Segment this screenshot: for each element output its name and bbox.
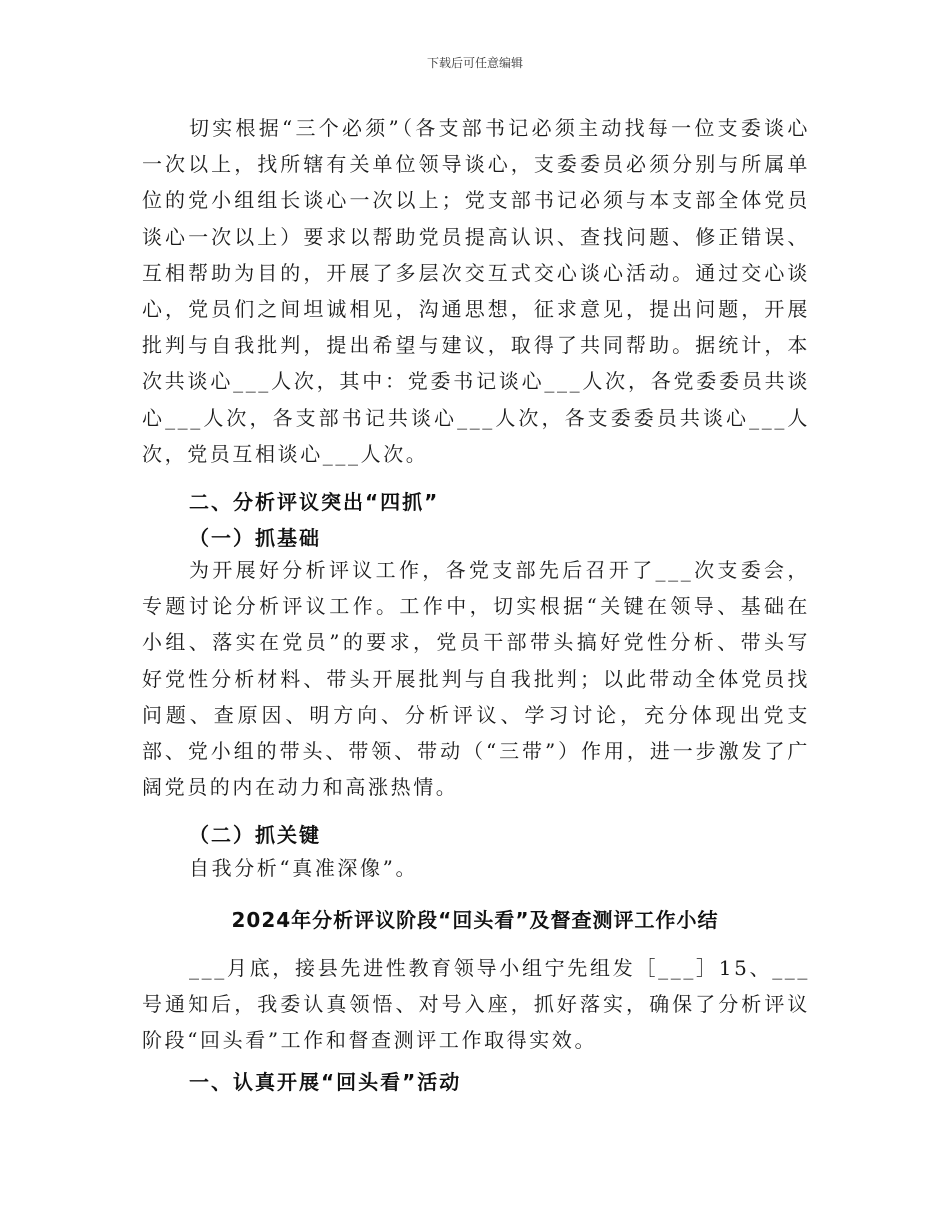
subsection-heading-foundation: （一）抓基础 [189,526,321,550]
document-title-summary: 2024年分析评议阶段“回头看”及督查测评工作小结 [231,908,719,932]
paragraph-summary-intro: ___月底，接县先进性教育领导小组宁先组发［___］15、___号通知后，我委认真领悟、对号入座，抓好落实，确保了分析评议阶段“回头看”工作和督查测评工作取得实效。 [142,956,810,1053]
paragraph-talks: 切实根据“三个必须”（各支部书记必须主动找每一位支委谈心一次以上，找所辖有关单位领导谈心，支委委员必须分别与所属单位的党小组组长谈心一次以上；党支部书记必须与本支部全体党员谈心一次以上）要求以帮助党员提高认识、查找问题、修正错误、互相帮助为目的，开展了多层次交互式交心谈心活动。通过交心谈心，党员们之间坦诚相见，沟通思想，征求意见，提出问题，开展批判与自我批判，提出希望与建议，取得了共同帮助。据统计，本次共谈心___人次，其中：党委书记谈心___人次，各党委委员共谈心___人次，各支部书记共谈心___人次，各支委委员共谈心___人次，党员互相谈心___人次。 [142,116,810,466]
subsection-heading-key: （二）抓关键 [189,823,321,847]
paragraph-foundation: 为开展好分析评议工作，各党支部先后召开了___次支委会，专题讨论分析评议工作。工作中，切实根据“关键在领导、基础在小组、落实在党员”的要求，党员干部带头搞好党性分析、带头写好党性分析材料、带头开展批判与自我批判；以此带动全体党员找问题、查原因、明方向、分析评议、学习讨论，充分体现出党支部、党小组的带头、带领、带动（“三带”）作用，进一步激发了广阔党员的内在动力和高涨热情。 [142,558,810,800]
section-heading-analysis: 二、分析评议突出“四抓” [189,490,440,514]
section-heading-review: 一、认真开展“回头看”活动 [189,1070,462,1094]
page-header-note: 下载后可任意编辑 [426,56,523,70]
paragraph-self-analysis: 自我分析“真准深像”。 [189,856,419,880]
